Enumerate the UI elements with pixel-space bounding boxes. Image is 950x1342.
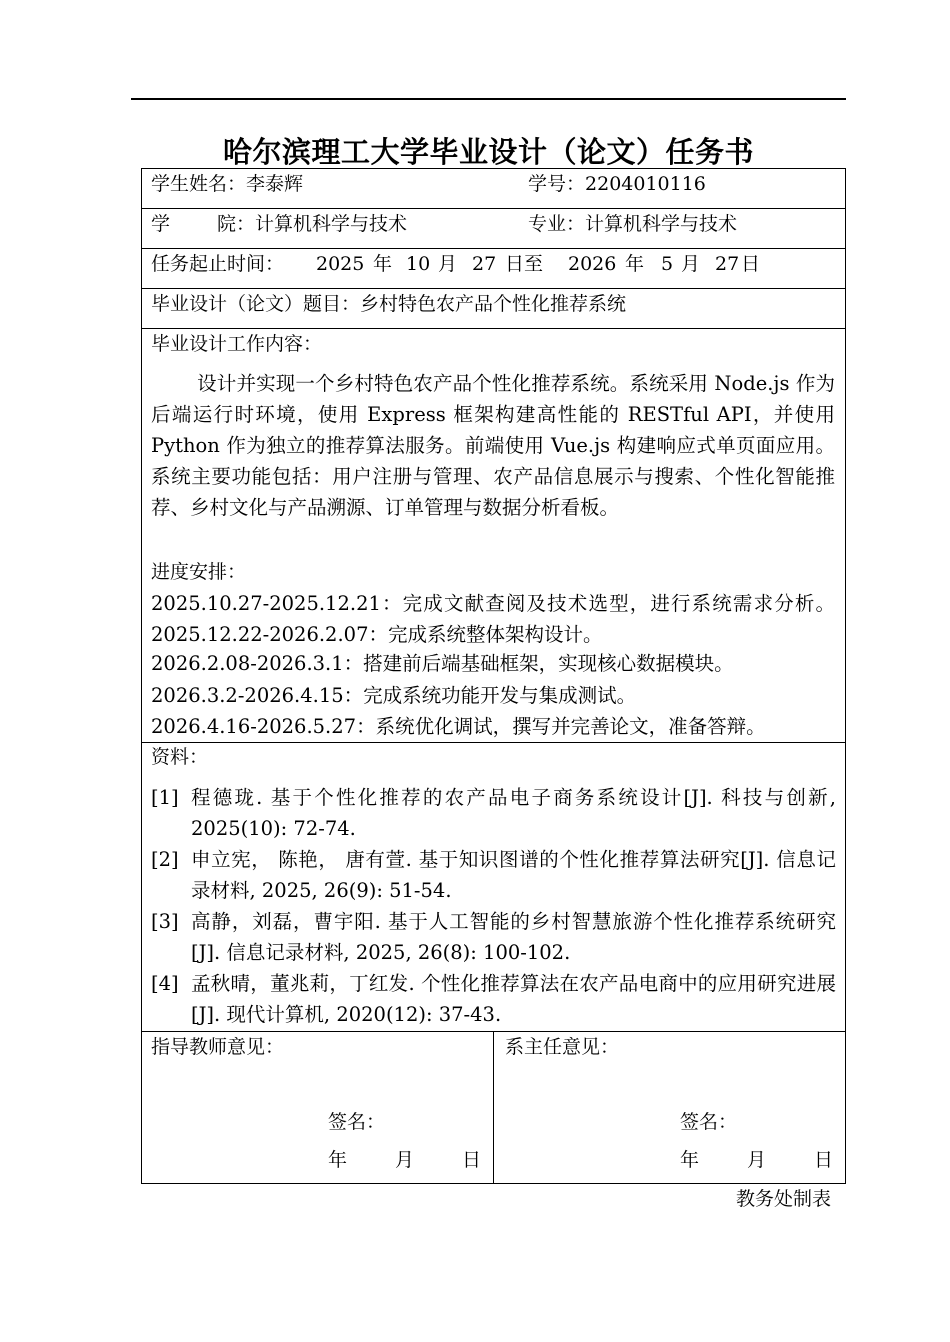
- task-form-table: [141, 168, 846, 1184]
- period-label: 任务起止时间：: [151, 253, 285, 275]
- student-name-value: 李泰辉: [246, 173, 304, 195]
- period-month-unit: 月: [438, 253, 458, 275]
- director-date-month: 月: [747, 1149, 767, 1171]
- reference-text: 程德珑. 基于个性化推荐的农产品电子商务系统设计[J]. 科技与创新, 2025(10): 72-74.: [191, 786, 836, 840]
- advisor-date-month: 月: [395, 1149, 415, 1171]
- student-id-row: [528, 171, 706, 197]
- period-end-month: 5: [661, 253, 674, 275]
- period-year-unit: 年: [373, 253, 393, 275]
- college-value: 计算机科学与技术: [255, 213, 408, 235]
- content-label: 毕业设计工作内容：: [151, 333, 323, 355]
- director-date-year: 年: [680, 1149, 700, 1171]
- advisor-opinion-label: 指导教师意见：: [151, 1036, 285, 1058]
- topic-row: [151, 291, 626, 317]
- period-end-day: 27: [715, 253, 740, 275]
- schedule-item-2: 2026.2.08-2026.3.1：搭建前后端基础框架，实现核心数据模块。: [151, 652, 734, 675]
- period-to: 日至: [505, 253, 544, 275]
- director-opinion-label: 系主任意见：: [505, 1036, 620, 1058]
- college-row: [217, 211, 407, 237]
- period-start-year: 2025: [316, 253, 365, 275]
- top-rule: [131, 98, 846, 100]
- schedule-item-3: 2026.3.2-2026.4.15：完成系统功能开发与集成测试。: [151, 684, 637, 707]
- student-id-label: 学号：: [528, 173, 586, 195]
- period-end-year: 2026: [568, 253, 617, 275]
- period-day-unit: 日: [741, 253, 761, 275]
- row-divider: [141, 742, 846, 743]
- reference-text: 孟秋晴，董兆莉，丁红发. 个性化推荐算法在农产品电商中的应用研究进展[J]. 现代计算机, 2020(12): 37-43.: [191, 972, 836, 1026]
- schedule-label: 进度安排：: [151, 561, 247, 583]
- content-paragraph: [151, 368, 835, 523]
- major-value: 计算机科学与技术: [585, 213, 738, 235]
- topic-label: 毕业设计（论文）题目：: [151, 293, 361, 315]
- schedule-item-4: 2026.4.16-2026.5.27：系统优化调试，撰写并完善论文，准备答辩。: [151, 715, 766, 738]
- major-row: [528, 211, 737, 237]
- advisor-signature-label: 签名：: [328, 1111, 386, 1133]
- row-divider: [141, 288, 846, 289]
- reference-number: [3]: [151, 910, 179, 933]
- row-divider: [141, 248, 846, 249]
- advisor-date-day: 日: [462, 1149, 482, 1171]
- college-label-2: 院：: [217, 213, 256, 235]
- major-label: 专业：: [528, 213, 586, 235]
- period-year-unit: 年: [625, 253, 645, 275]
- schedule-item-1: 2025.10.27-2025.12.21：完成文献查阅及技术选型，进行系统需求分析。2025.12.22-2026.2.07：完成系统整体架构设计。: [151, 592, 835, 646]
- reference-text: 高静，刘磊，曹宇阳. 基于人工智能的乡村智慧旅游个性化推荐系统研究[J]. 信息记录材料, 2025, 26(8): 100-102.: [191, 910, 836, 964]
- period-month-unit: 月: [681, 253, 701, 275]
- topic-value: 乡村特色农产品个性化推荐系统: [360, 293, 627, 315]
- period-start-day: 27: [472, 253, 497, 275]
- reference-text: 申立宪， 陈艳， 唐有萱. 基于知识图谱的个性化推荐算法研究[J]. 信息记录材料, 2025, 26(9): 51-54.: [191, 848, 836, 902]
- period-start-month: 10: [406, 253, 431, 275]
- row-divider: [141, 208, 846, 209]
- director-date-day: 日: [814, 1149, 834, 1171]
- page-title: 哈尔滨理工大学毕业设计（论文）任务书: [222, 135, 754, 169]
- student-row: [151, 171, 303, 197]
- student-id-value: 2204010116: [585, 173, 706, 195]
- row-divider: [141, 328, 846, 329]
- director-signature-label: 签名：: [680, 1111, 738, 1133]
- footer-note: 教务处制表: [736, 1188, 832, 1210]
- references-label: 资料：: [151, 746, 209, 768]
- reference-number: [4]: [151, 972, 179, 995]
- reference-item: [151, 968, 835, 1030]
- college-label-1: 学: [151, 213, 171, 235]
- reference-item: [151, 782, 835, 844]
- student-name-label: 学生姓名：: [151, 173, 247, 195]
- reference-number: [1]: [151, 786, 179, 809]
- advisor-date-year: 年: [328, 1149, 348, 1171]
- reference-number: [2]: [151, 848, 179, 871]
- reference-item: [151, 844, 835, 906]
- content-paragraph-text: 设计并实现一个乡村特色农产品个性化推荐系统。系统采用 Node.js 作为后端运行时环境，使用 Express 框架构建高性能的 RESTful API，并使用 Python 作为独立的推荐算法服务。前端使用 Vue.js 构建响应式单页面应用。系统主要功能包括：用户注册与管理、农产品信息展示与搜索、个性化智能推荐、乡村文化与产品溯源、订单管理与数据分析看板。: [151, 372, 835, 519]
- column-divider: [493, 1031, 494, 1184]
- reference-item: [151, 906, 835, 968]
